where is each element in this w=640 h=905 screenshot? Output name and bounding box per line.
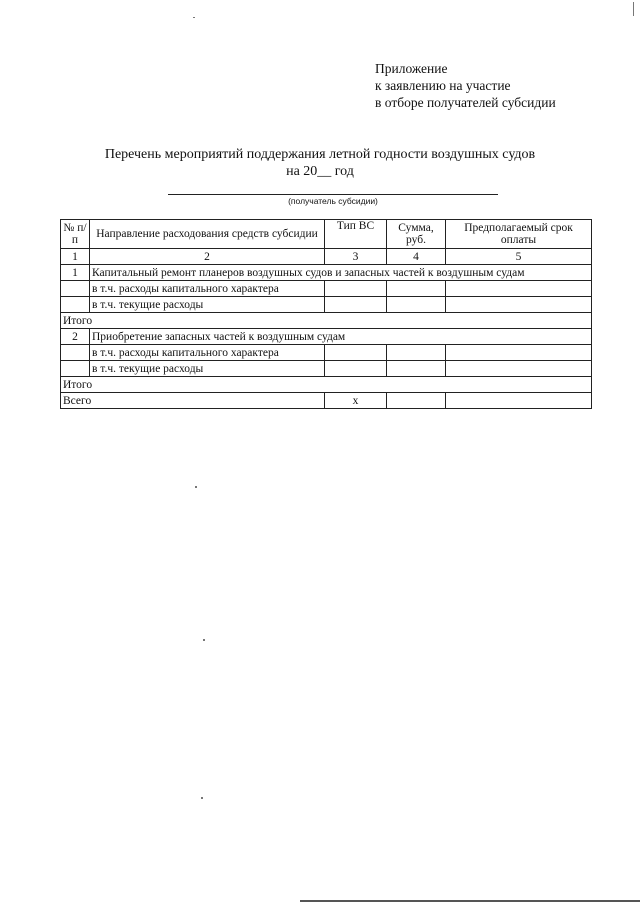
table-row — [61, 297, 592, 313]
section-1-total-row — [61, 313, 592, 329]
empty-cell — [446, 281, 592, 297]
empty-cell — [61, 297, 90, 313]
appendix-line-3: в отборе получателей субсидии — [375, 95, 556, 110]
header-term: Предполагаемый срок оплаты — [446, 220, 592, 249]
column-numbers-row — [61, 249, 592, 265]
empty-cell — [61, 345, 90, 361]
col-number-3: 3 — [325, 249, 387, 265]
empty-cell — [387, 361, 446, 377]
empty-cell — [325, 297, 387, 313]
empty-cell — [387, 393, 446, 409]
grand-total-label: Всего — [61, 393, 325, 409]
section-2-title: Приобретение запасных частей к воздушным судам — [90, 329, 592, 345]
table-row — [61, 281, 592, 297]
section-2-current-label: в т.ч. текущие расходы — [90, 361, 325, 377]
empty-cell — [446, 297, 592, 313]
header-num: № п/п — [61, 220, 90, 249]
section-2-total-row — [61, 377, 592, 393]
empty-cell — [325, 281, 387, 297]
appendix-note — [375, 60, 556, 111]
table-row — [61, 345, 592, 361]
table-header-row — [61, 220, 592, 249]
appendix-line-2: к заявлению на участие — [375, 78, 511, 93]
empty-cell — [446, 345, 592, 361]
scan-speck — [201, 797, 203, 799]
section-1-num: 1 — [61, 265, 90, 281]
empty-cell — [325, 345, 387, 361]
section-1-capital-label: в т.ч. расходы капитального характера — [90, 281, 325, 297]
section-2-capital-label: в т.ч. расходы капитального характера — [90, 345, 325, 361]
grand-total-type-mark: x — [325, 393, 387, 409]
empty-cell — [61, 281, 90, 297]
empty-cell — [325, 361, 387, 377]
appendix-line-1: Приложение — [375, 61, 448, 76]
section-2-title-row — [61, 329, 592, 345]
section-1-title-row — [61, 265, 592, 281]
recipient-underline — [168, 194, 498, 195]
grand-total-row — [61, 393, 592, 409]
section-1-total-label: Итого — [61, 313, 592, 329]
empty-cell — [446, 393, 592, 409]
document-title — [60, 146, 580, 180]
scan-bottom-edge — [300, 900, 640, 902]
section-2-num: 2 — [61, 329, 90, 345]
header-type: Тип ВС — [325, 220, 387, 249]
scan-edge-mark — [633, 2, 634, 16]
section-1-current-label: в т.ч. текущие расходы — [90, 297, 325, 313]
section-2-total-label: Итого — [61, 377, 592, 393]
col-number-4: 4 — [387, 249, 446, 265]
header-sum: Сумма, руб. — [387, 220, 446, 249]
empty-cell — [61, 361, 90, 377]
scan-speck — [193, 17, 195, 18]
title-line-1: Перечень мероприятий поддержания летной годности воздушных судов — [104, 147, 536, 162]
empty-cell — [387, 281, 446, 297]
expenses-table — [60, 219, 592, 409]
header-direction: Направление расходования средств субсидии — [90, 220, 325, 249]
col-number-1: 1 — [61, 249, 90, 265]
scan-speck — [195, 486, 197, 488]
col-number-5: 5 — [446, 249, 592, 265]
empty-cell — [387, 345, 446, 361]
scan-speck — [203, 639, 205, 641]
title-line-2: на 20__ год — [286, 164, 354, 179]
empty-cell — [446, 361, 592, 377]
recipient-caption: (получатель субсидии) — [288, 196, 378, 206]
col-number-2: 2 — [90, 249, 325, 265]
empty-cell — [387, 297, 446, 313]
table-row — [61, 361, 592, 377]
section-1-title: Капитальный ремонт планеров воздушных судов и запасных частей к воздушным судам — [90, 265, 592, 281]
